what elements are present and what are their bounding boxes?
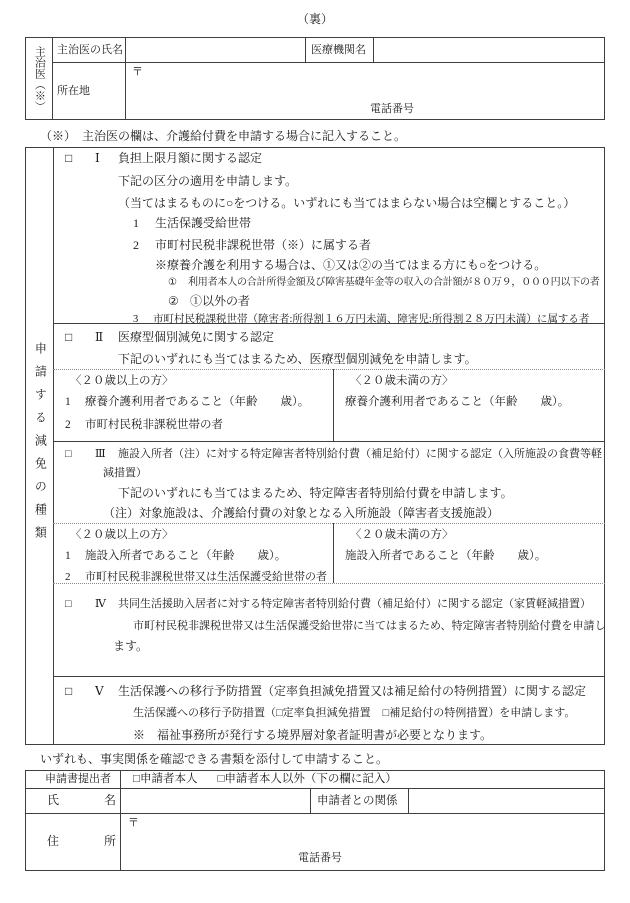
item-text: 利用者本人の合計所得金額及び障害基礎年金等の収入の合計額が８０万９，０００円以下の者	[188, 277, 600, 288]
section-4-line-wrap: ます。	[113, 639, 149, 653]
item-number: 3	[133, 314, 139, 325]
section-1-numeral: Ⅰ	[95, 151, 100, 165]
section-1-title: 負担上限月額に関する認定	[118, 151, 263, 165]
section-2-title: 医療型個別減免に関する認定	[118, 330, 275, 344]
submitter-name-label	[47, 794, 116, 808]
item-number: ②	[168, 294, 179, 308]
label-char: 住	[47, 834, 60, 848]
flat-rate-reduction-label: 定率負担減免措置	[282, 707, 371, 719]
doctor-address-field[interactable]	[126, 63, 604, 101]
section-1-line: （当てはまるものに○をつける。いずれにも当てはまらない場合は空欄とすること。）	[118, 196, 576, 210]
main-side-label: 申請する減免の種類	[33, 342, 48, 549]
section-2-left-item-2	[65, 419, 223, 432]
section-3-checkbox[interactable]: □	[65, 448, 72, 460]
section-4-title: 共同生活援助入居者に対する特定障害者特別給付費（補足給付）に関する認定（家賃軽減措置）	[118, 598, 591, 610]
submitter-table-divider	[310, 788, 311, 813]
item-text: 市町村民税課税世帯（障害者:所得割１６万円未満、障害児:所得割２８万円未満）に属する者	[153, 314, 590, 325]
main-table-side-divider	[53, 147, 54, 745]
doctor-side-label: 主治医（※）	[33, 45, 46, 112]
section-3-column-divider	[333, 523, 334, 583]
section-2-right-item: 療養介護利用者であること（年齢 歳）。	[345, 396, 570, 408]
item-number: 1	[65, 550, 71, 562]
section-3-subtable-divider	[53, 523, 605, 524]
section-1-item-2	[133, 239, 371, 253]
section-1-circle-2	[168, 295, 250, 309]
section-5-header	[65, 685, 586, 699]
item-text: 生活保護受給世帯	[155, 216, 252, 230]
section-1-checkbox[interactable]: □	[65, 151, 73, 165]
label-char: 名	[104, 793, 117, 807]
footer-note: いずれも、事実関係を確認できる書類を添付して申請すること。	[40, 752, 389, 766]
section-4-numeral: Ⅳ	[95, 598, 106, 610]
section-3-line: 下記のいずれにも当てはまるため、特定障害者特別給付費を申請します。	[118, 486, 513, 500]
applicant-other-label: 申請者本人以外（下の欄に記入）	[224, 773, 397, 785]
relation-field[interactable]	[409, 789, 604, 812]
item-number: ①	[168, 277, 177, 288]
section-3-right-item: 施設入所者であること（年齢 歳）。	[345, 550, 547, 562]
section-3-header	[65, 448, 602, 461]
section-2-header	[65, 331, 274, 345]
doctor-table-divider	[52, 37, 53, 120]
item-number: 1	[65, 396, 71, 408]
label-char: 氏	[47, 793, 60, 807]
submitter-row-label: 申請書提出者	[45, 773, 111, 785]
section-5-options-line	[133, 707, 575, 720]
section-5-title: 生活保護への移行予防措置（定率負担減免措置又は補足給付の特例措置）に関する認定	[118, 684, 587, 698]
doctor-table-divider	[305, 38, 306, 62]
item-text: 市町村民税非課税世帯（※）に属する者	[155, 238, 372, 252]
item-number: 2	[133, 238, 139, 252]
submitter-name-field[interactable]	[121, 789, 309, 812]
relation-label: 申請者との関係	[317, 795, 398, 807]
section-3-numeral: Ⅲ	[95, 448, 106, 460]
item-text: 市町村民税非課税世帯の者	[85, 419, 223, 431]
section-1-line: 下記の区分の適用を申請します。	[118, 174, 298, 188]
section-3-left-item-2	[65, 571, 327, 584]
line-text: ）を申請します。	[488, 707, 576, 719]
medical-institution-field[interactable]	[374, 38, 604, 61]
section-2-numeral: Ⅱ	[95, 330, 104, 344]
section-2-line: 下記のいずれにも当てはまるため、医療型個別減免を申請します。	[118, 352, 477, 366]
section-1-header	[65, 152, 262, 166]
applicant-self-checkbox[interactable]: □	[133, 773, 140, 785]
section-5-note: ※ 福祉事務所が発行する境界層対象者証明書が必要となります。	[133, 728, 493, 742]
flat-rate-reduction-checkbox[interactable]: □	[276, 707, 283, 719]
section-3-title-wrap: 減措置）	[103, 467, 147, 479]
doctor-address-label: 所在地	[57, 85, 90, 97]
item-text: 市町村民税非課税世帯又は生活保護受給世帯の者	[85, 571, 327, 583]
section-2-subtable-divider	[53, 369, 605, 370]
medical-institution-label: 医療機関名	[311, 44, 366, 56]
section-2-checkbox[interactable]: □	[65, 330, 73, 344]
postal-mark: 〒	[128, 817, 139, 829]
section-1-circle-1	[168, 277, 600, 289]
section-1-item-1	[133, 217, 251, 231]
section-4-5-divider	[53, 676, 605, 677]
section-2-left-item-1	[65, 396, 309, 409]
page-title: （裏）	[297, 12, 334, 26]
item-text: ①以外の者	[190, 294, 251, 308]
doctor-name-field[interactable]	[126, 38, 304, 61]
doctor-phone-label: 電話番号	[370, 103, 414, 115]
doctor-note: （※） 主治医の欄は、介護給付費を申請する場合に記入すること。	[40, 129, 407, 143]
submitter-address-label	[47, 835, 116, 849]
section-2-right-heading: 〈２０歳未満の方〉	[350, 375, 454, 387]
item-number: 2	[65, 419, 71, 431]
section-2-left-heading: 〈２０歳以上の方〉	[70, 375, 174, 387]
section-1-item-3	[133, 314, 589, 326]
item-text: 療養介護利用者であること（年齢 歳）。	[85, 396, 310, 408]
submitter-phone-label: 電話番号	[298, 852, 342, 864]
label-char: 所	[104, 834, 117, 848]
item-text: 施設入所者であること（年齢 歳）。	[85, 550, 287, 562]
section-5-numeral: Ⅴ	[95, 684, 104, 698]
section-2-column-divider	[333, 369, 334, 441]
section-4-header	[65, 598, 591, 611]
main-table-border	[25, 147, 605, 745]
doctor-name-label: 主治医の氏名	[57, 44, 123, 56]
section-4-line: 市町村民税非課税世帯又は生活保護受給世帯に当てはまるため、特定障害者特別給付費を申請し	[133, 620, 606, 632]
section-3-note: （注）対象施設は、介護給付費の対象となる入所施設（障害者支援施設）	[103, 506, 500, 520]
postal-mark: 〒	[132, 66, 143, 78]
section-4-checkbox[interactable]: □	[65, 598, 72, 610]
section-2-3-divider	[53, 441, 605, 442]
section-3-left-heading: 〈２０歳以上の方〉	[70, 529, 174, 541]
supplemental-benefit-label: 補足給付の特例措置	[389, 707, 489, 719]
applicant-self-label: 申請者本人	[139, 773, 198, 785]
section-3-right-heading: 〈２０歳未満の方〉	[350, 529, 454, 541]
section-5-checkbox[interactable]: □	[65, 684, 73, 698]
section-3-title: 施設入所者（注）に対する特定障害者特別給付費（補足給付）に関する認定（入所施設の食費等軽	[118, 448, 602, 460]
item-number: 2	[65, 571, 71, 583]
supplemental-benefit-checkbox[interactable]: □	[382, 707, 390, 719]
submitter-options	[133, 773, 397, 786]
line-text: 生活保護への移行予防措置（	[133, 707, 276, 719]
section-1-note: ※療養介護を利用する場合は、①又は②の当てはまる方にも○をつける。	[155, 258, 547, 272]
item-number: 1	[133, 216, 139, 230]
section-3-left-item-1	[65, 550, 286, 563]
applicant-other-checkbox[interactable]: □	[217, 773, 225, 785]
submitter-address-field[interactable]	[121, 814, 604, 849]
